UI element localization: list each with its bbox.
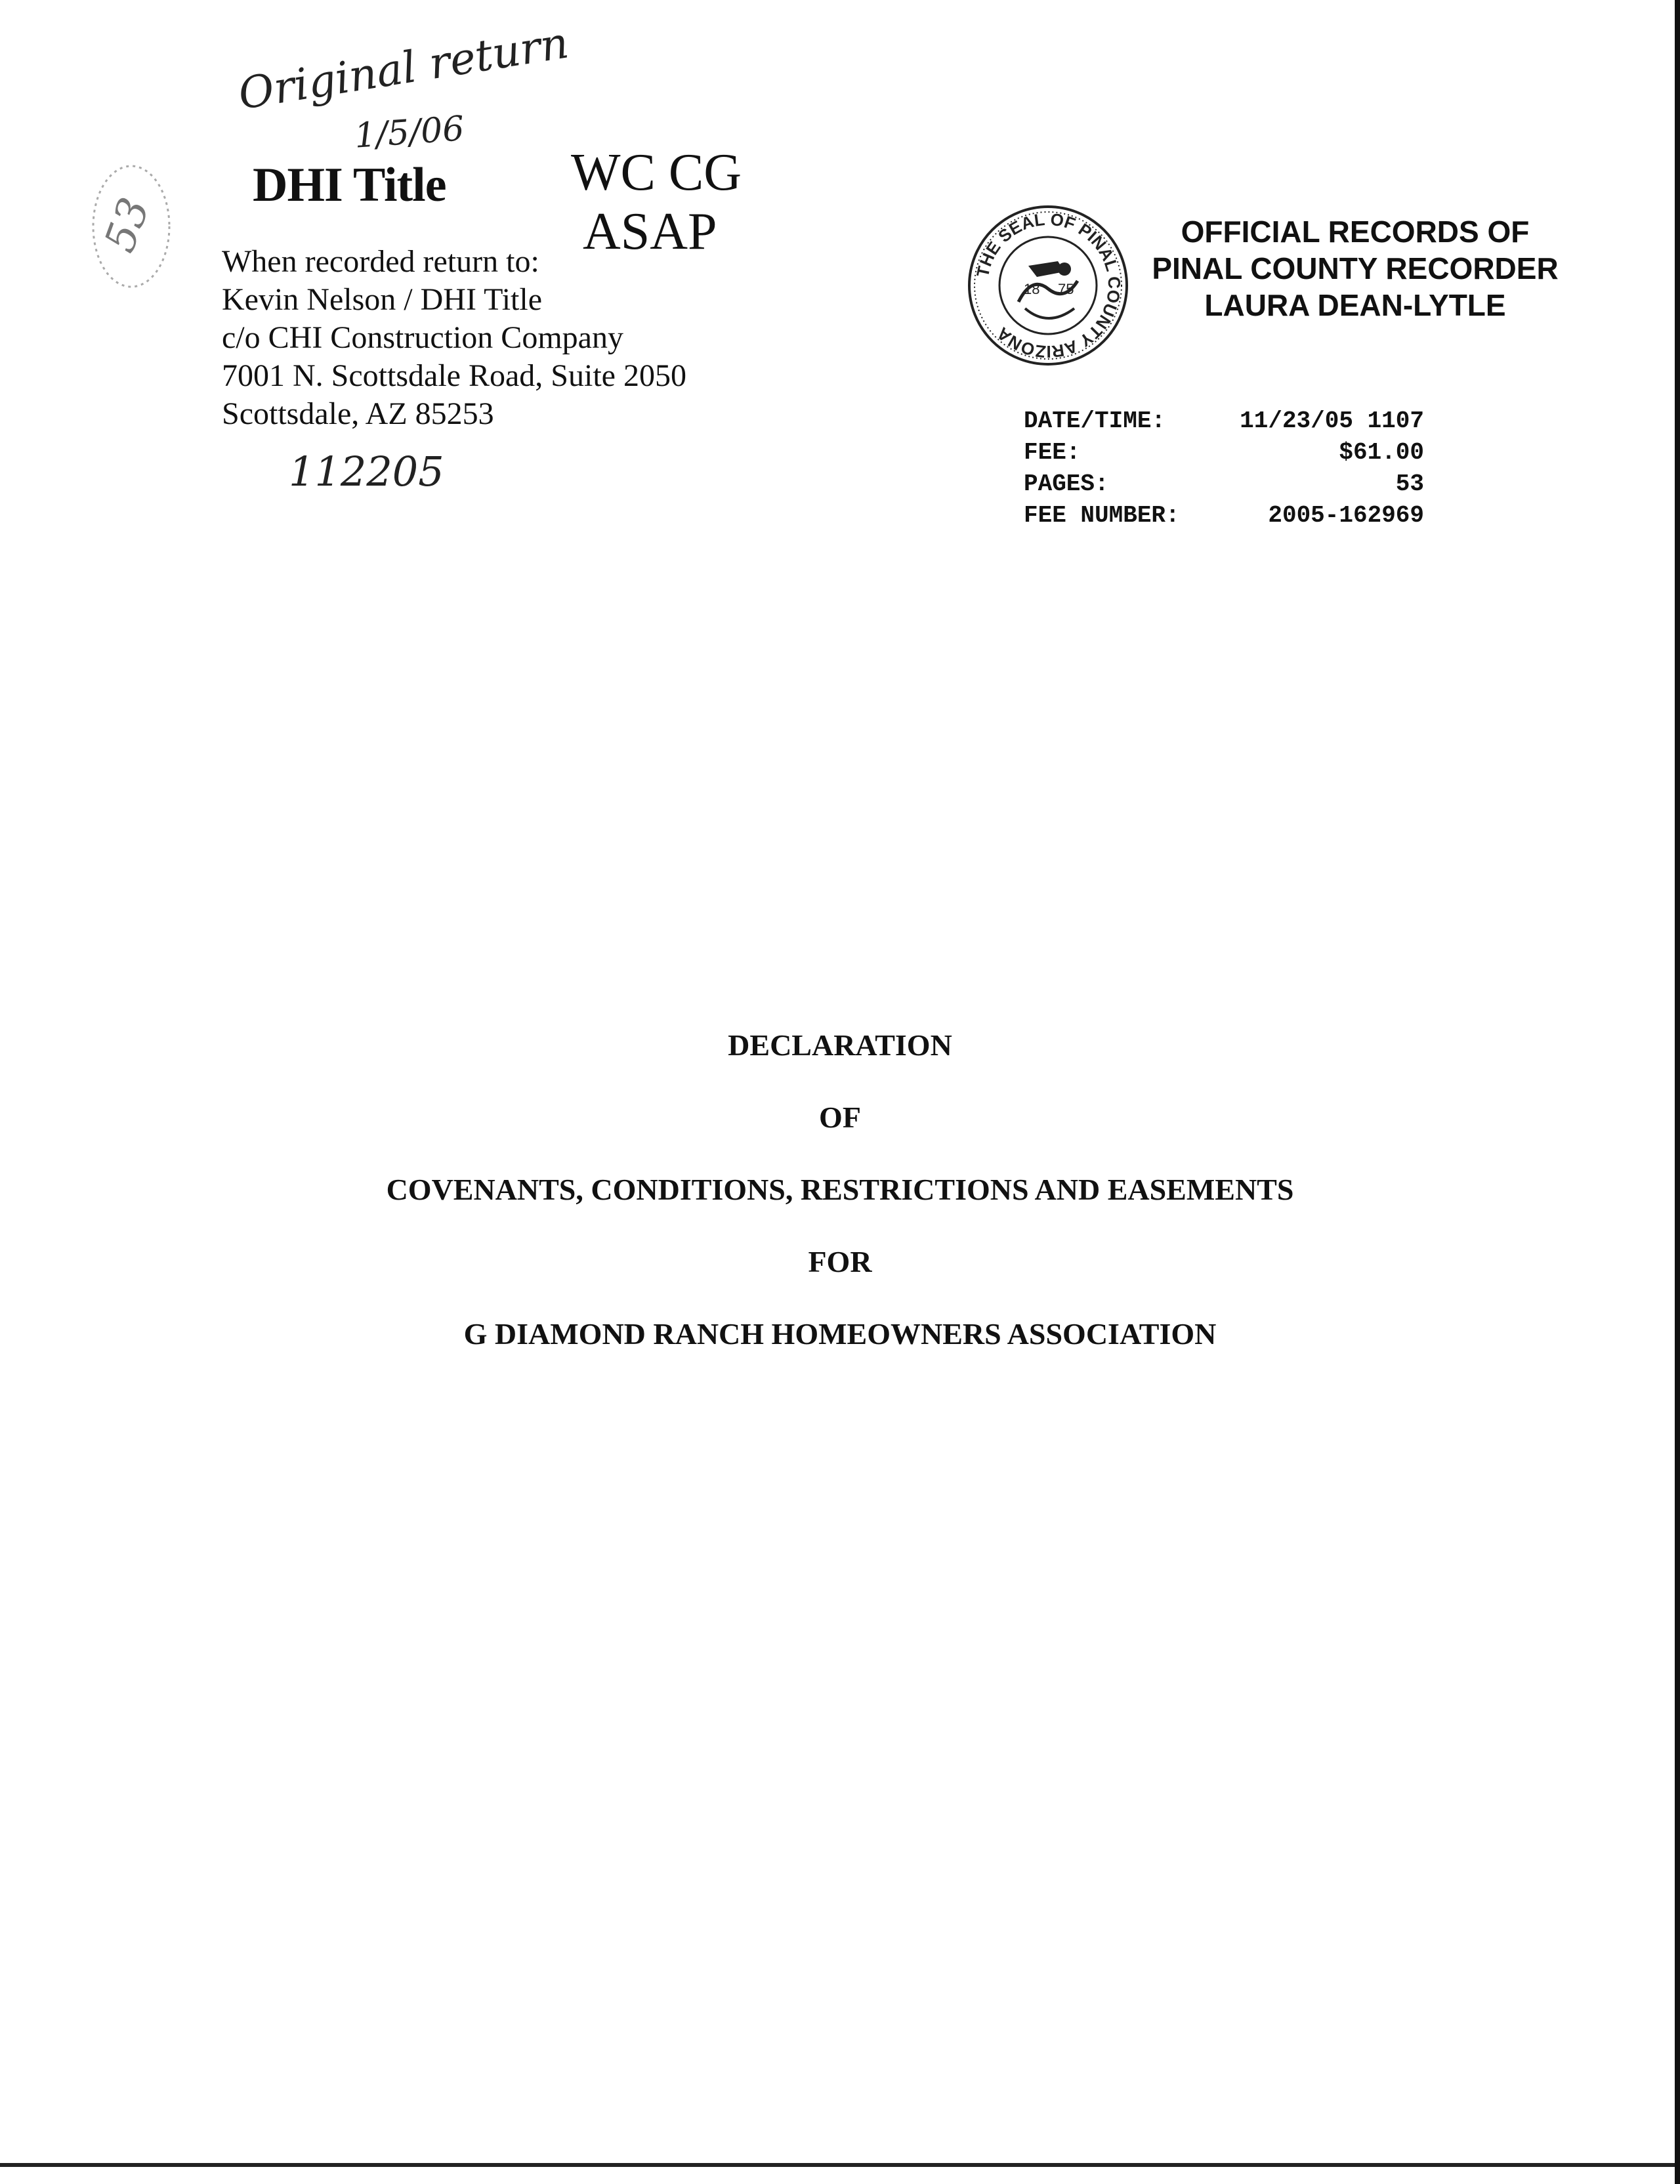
return-line: c/o CHI Construction Company xyxy=(222,320,623,355)
title-line: G DIAMOND RANCH HOMEOWNERS ASSOCIATION xyxy=(463,1317,1217,1351)
title-line: OF xyxy=(819,1101,861,1134)
recording-info xyxy=(1024,406,1424,532)
title-line: FOR xyxy=(808,1245,872,1278)
recording-label: PAGES: xyxy=(1024,471,1109,497)
document-title xyxy=(0,1024,1680,1385)
scan-bottom-edge xyxy=(0,2163,1680,2167)
handwritten-file-date: 112205 xyxy=(289,448,444,495)
official-records-heading xyxy=(1122,213,1588,324)
handwritten-circled-number xyxy=(85,158,177,295)
handwritten-return-date: 1/5/06 xyxy=(353,109,466,156)
return-line: 7001 N. Scottsdale Road, Suite 2050 xyxy=(222,358,686,393)
handwritten-original-return: Original return xyxy=(234,17,572,119)
return-label: When recorded return to: xyxy=(222,244,539,279)
county-seal-icon xyxy=(966,203,1130,368)
recording-label: DATE/TIME: xyxy=(1024,408,1166,434)
return-line: Scottsdale, AZ 85253 xyxy=(222,396,494,431)
recording-value: 11/23/05 1107 xyxy=(1240,408,1424,434)
seal-year-right: 75 xyxy=(1058,281,1074,297)
recording-row xyxy=(1024,500,1424,532)
circle-mark-number: 53 xyxy=(95,192,160,259)
official-line: OFFICIAL RECORDS OF xyxy=(1181,215,1530,249)
title-line: COVENANTS, CONDITIONS, RESTRICTIONS AND EASEMENTS xyxy=(386,1173,1294,1206)
scan-right-edge xyxy=(1675,0,1680,2184)
return-line: Kevin Nelson / DHI Title xyxy=(222,282,543,317)
seal-year-left: 18 xyxy=(1024,281,1040,297)
svg-text:THE SEAL OF PINAL COUNTY ARIZO xyxy=(973,209,1124,362)
code-asap: ASAP xyxy=(583,203,717,261)
recording-value: 2005-162969 xyxy=(1268,502,1424,529)
official-line: LAURA DEAN-LYTLE xyxy=(1204,288,1506,322)
code-wccg: WC CG xyxy=(571,144,742,201)
official-line: PINAL COUNTY RECORDER xyxy=(1152,251,1559,285)
recording-label: FEE: xyxy=(1024,439,1081,466)
recording-label: FEE NUMBER: xyxy=(1024,502,1180,529)
recording-row xyxy=(1024,469,1424,500)
return-address xyxy=(222,243,686,433)
seal-ring-text: THE SEAL OF PINAL COUNTY ARIZONA xyxy=(972,209,1125,362)
title-line: DECLARATION xyxy=(728,1028,952,1062)
company-name: DHI Title xyxy=(253,158,446,212)
recording-value: $61.00 xyxy=(1339,439,1424,466)
recording-value: 53 xyxy=(1395,471,1424,497)
recording-row xyxy=(1024,437,1424,469)
recording-row xyxy=(1024,406,1424,437)
